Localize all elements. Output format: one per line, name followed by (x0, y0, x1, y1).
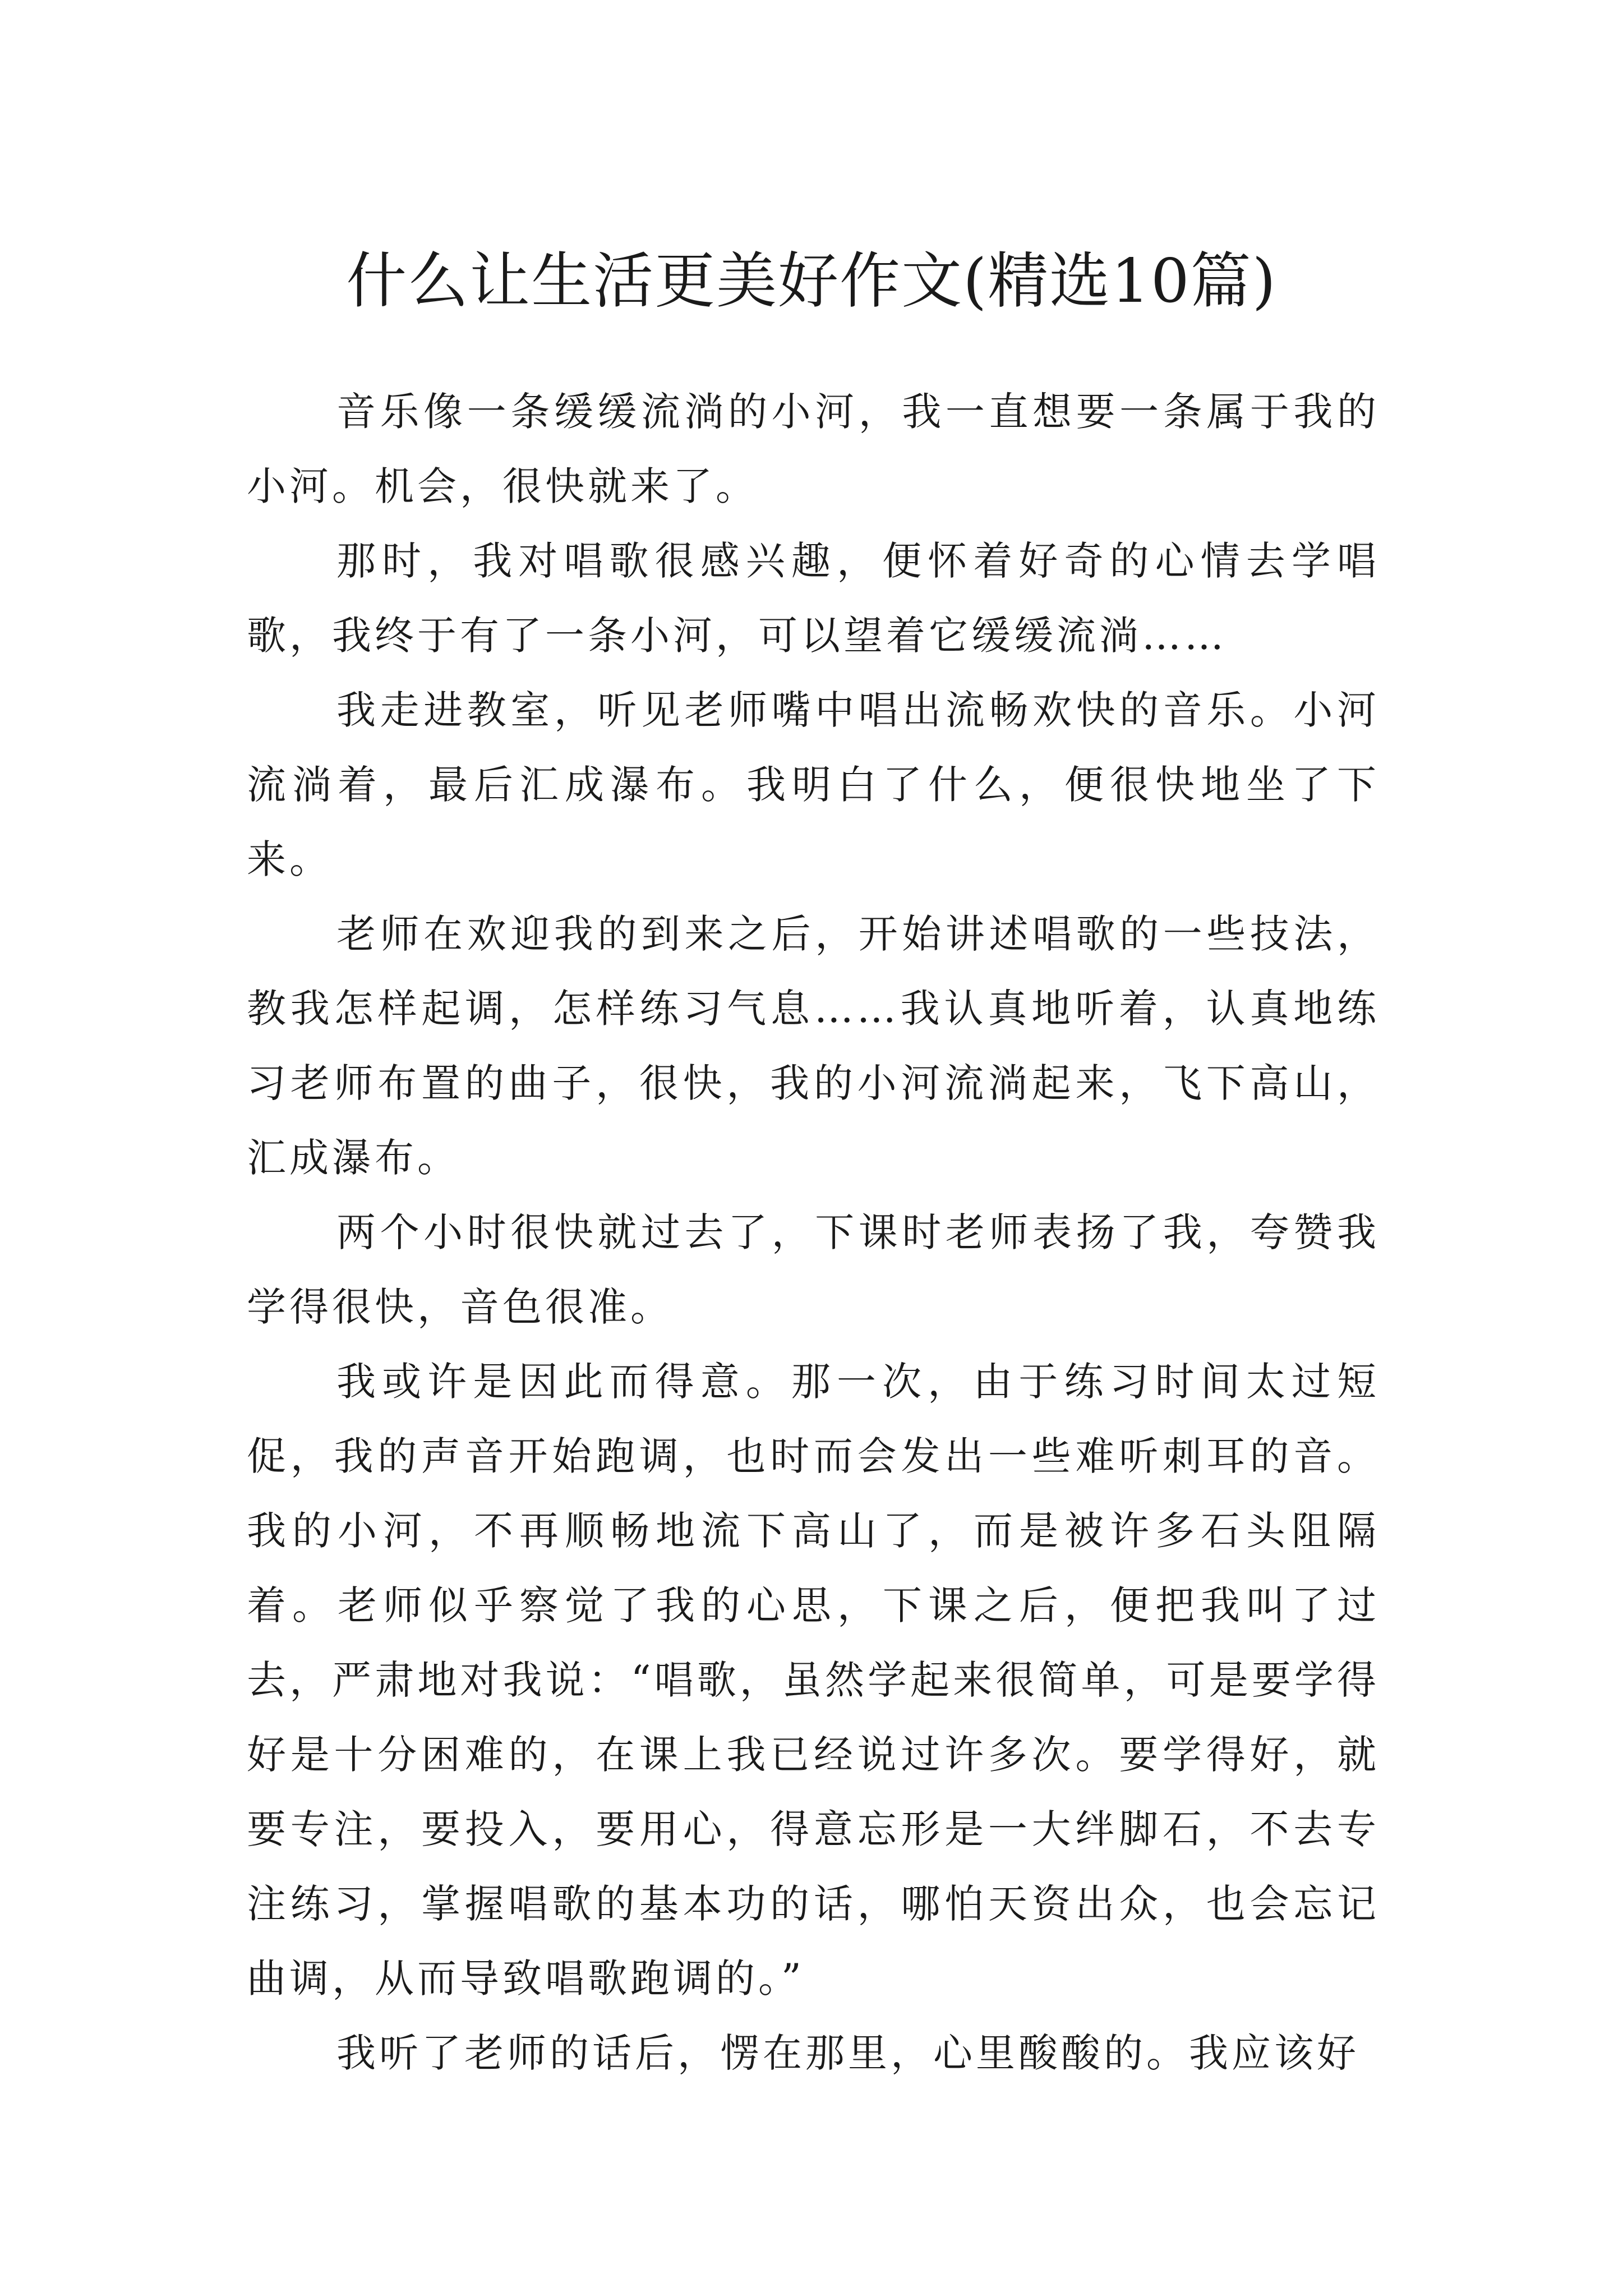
paragraph-7: 我听了老师的话后，愣在那里，心里酸酸的。我应该好 (336, 2030, 1359, 2076)
paragraph-4: 老师在欢迎我的到来之后，开始讲述唱歌的一些技法，教我怎样起调，怎样练习气息……我认真地听着，认真地练习老师布置的曲子，很快，我的小河流淌起来，飞下高山，汇成瀑布。 (247, 911, 1380, 1181)
paragraph-2: 那时，我对唱歌很感兴趣，便怀着好奇的心情去学唱歌，我终于有了一条小河，可以望着它缓缓流淌…… (247, 538, 1380, 659)
paragraph-1: 音乐像一条缓缓流淌的小河，我一直想要一条属于我的小河。机会，很快就来了。 (247, 389, 1380, 509)
document-title: 什么让生活更美好作文(精选10篇) (346, 246, 1277, 317)
paragraph-5: 两个小时很快就过去了，下课时老师表扬了我，夸赞我学得很快，音色很准。 (247, 1209, 1380, 1330)
paragraph-6: 我或许是因此而得意。那一次，由于练习时间太过短促，我的声音开始跑调，也时而会发出一些难听刺耳的音。我的小河，不再顺畅地流下高山了，而是被许多石头阻隔着。老师似乎察觉了我的心思，下课之后，便把我叫了过去，严肃地对我说：“唱歌，虽然学起来很简单，可是要学得好是十分困难的，在课上我已经说过许多次。要学得好，就要专注，要投入，要用心，得意忘形是一大绊脚石，不去专注练习，掌握唱歌的基本功的话，哪怕天资出众，也会忘记曲调，从而导致唱歌跑调的。” (247, 1359, 1380, 2001)
paragraph-3: 我走进教室，听见老师嘴中唱出流畅欢快的音乐。小河流淌着，最后汇成瀑布。我明白了什么，便很快地坐了下来。 (247, 687, 1380, 882)
document-body (247, 375, 1380, 2091)
